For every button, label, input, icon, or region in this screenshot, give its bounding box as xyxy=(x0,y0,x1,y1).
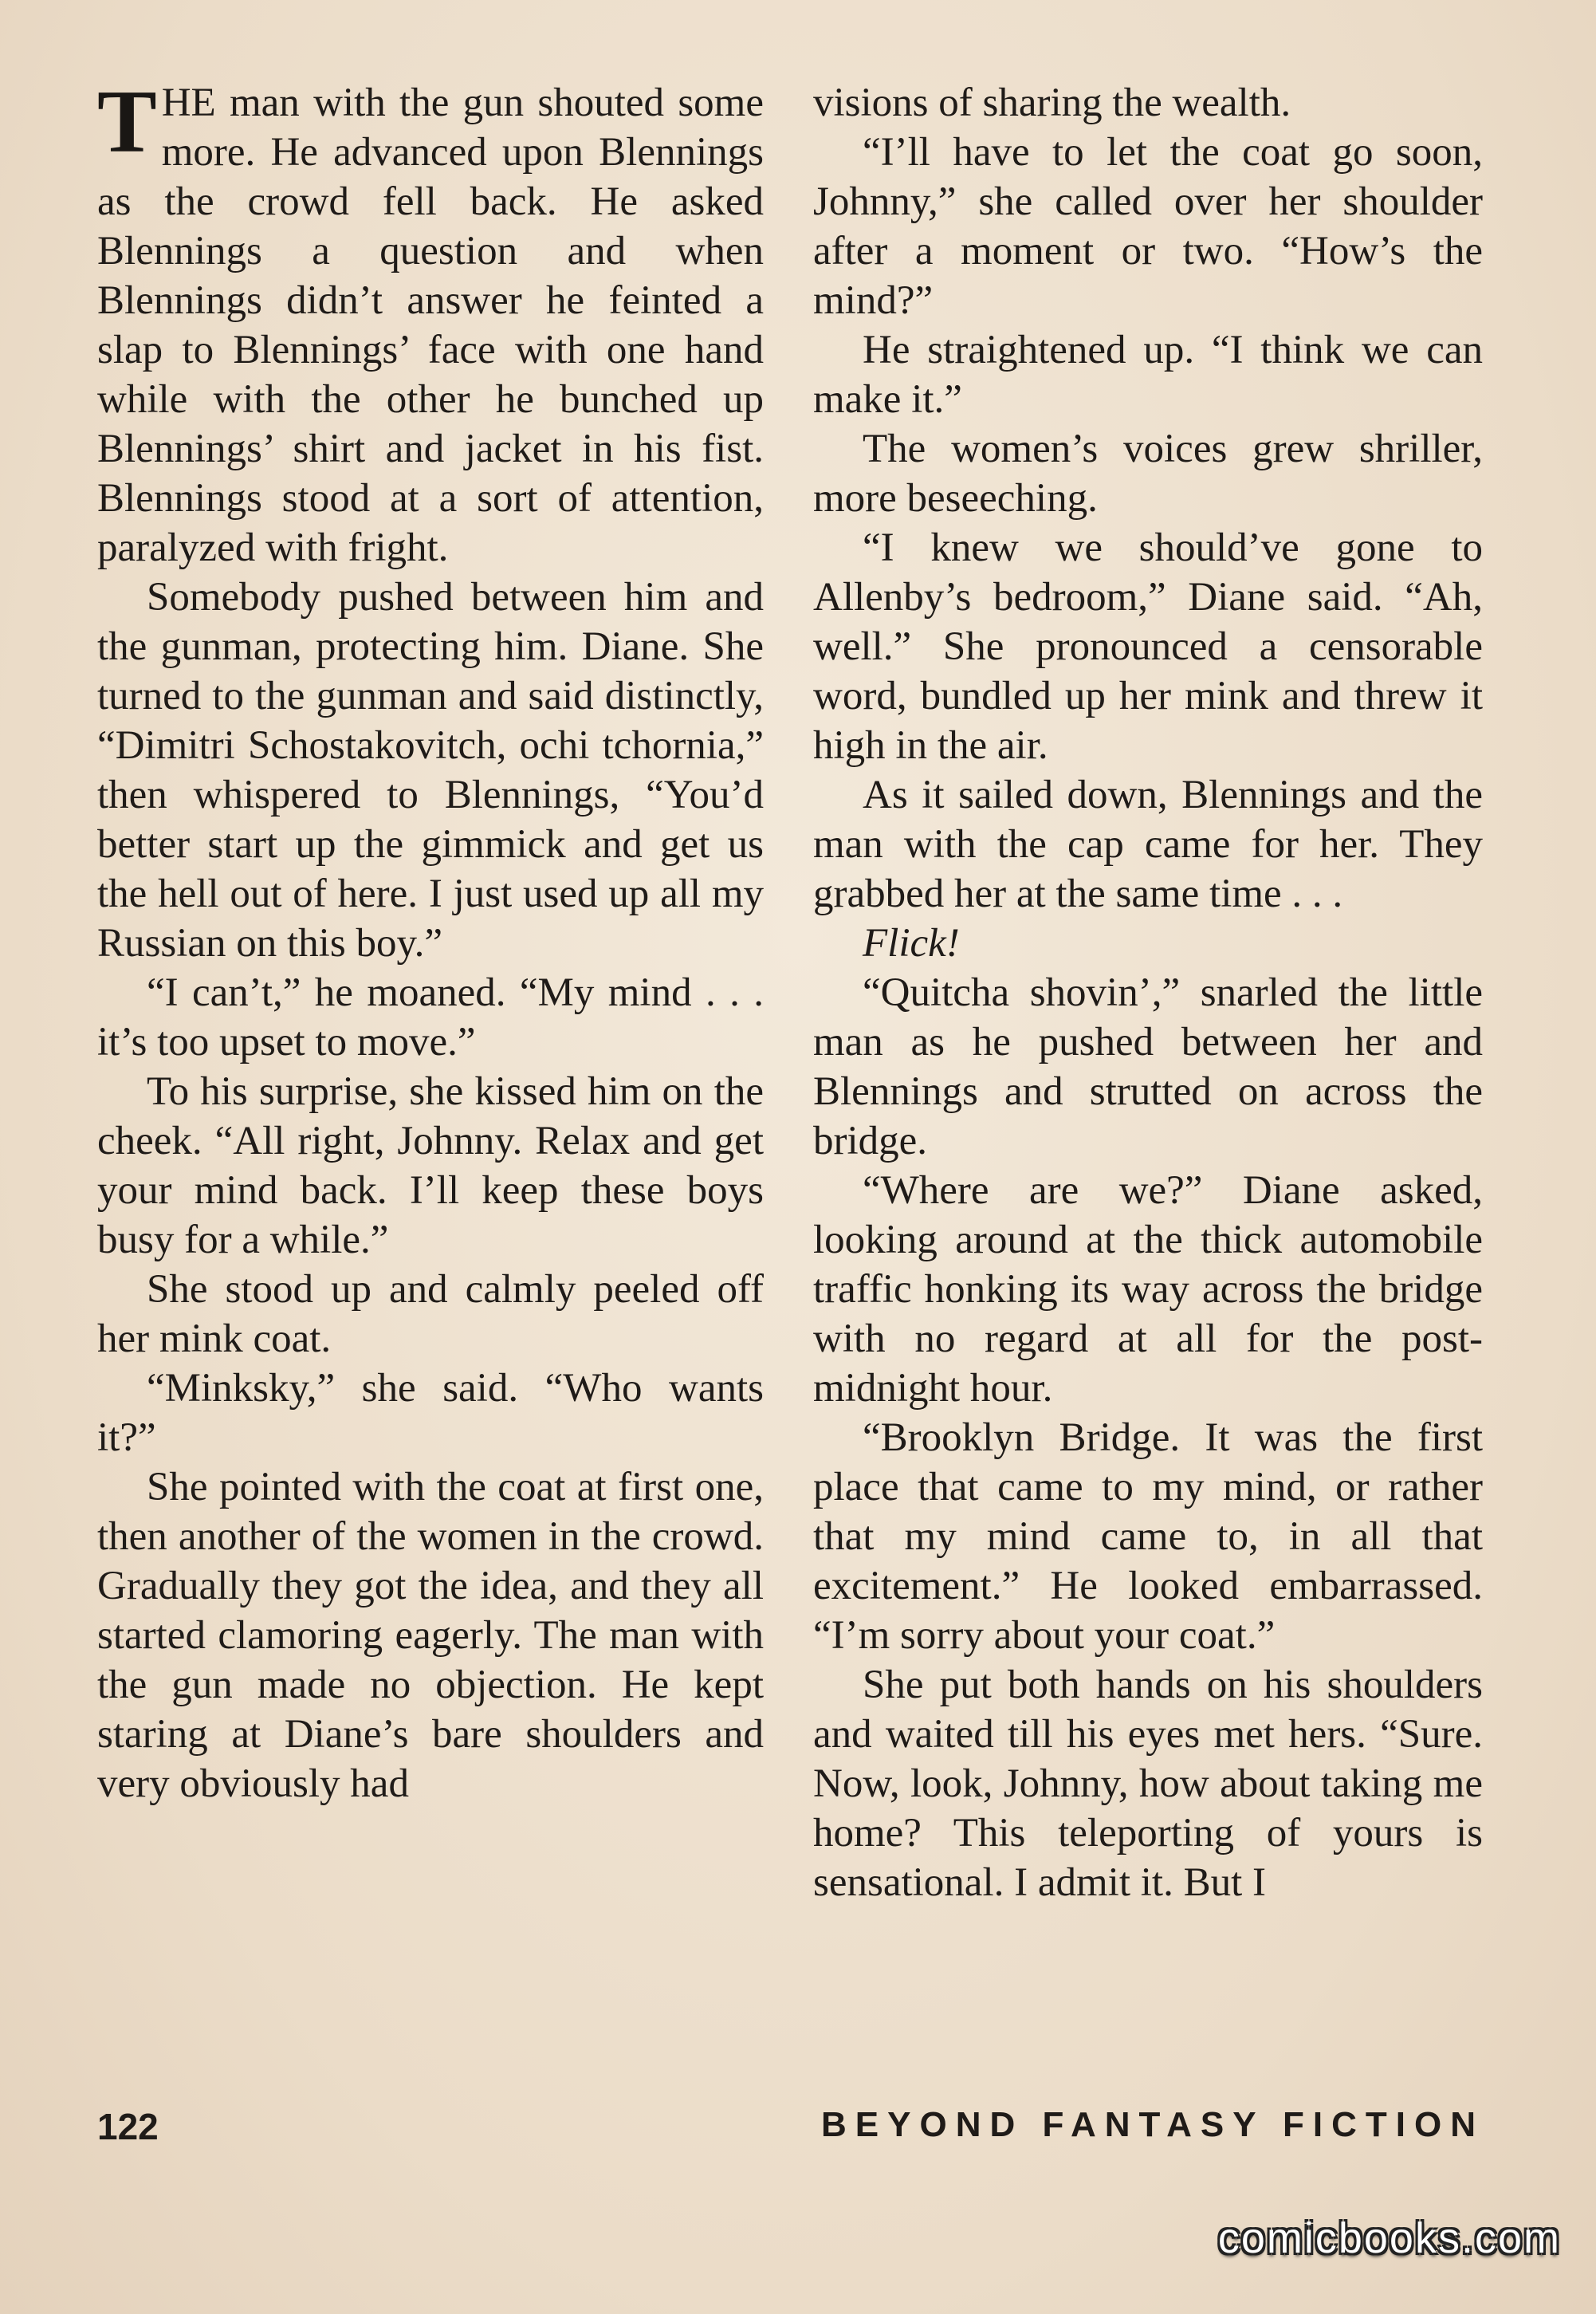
paragraph: “Quitcha shovin’,” snarled the little man as he pushed between her and Blennings and strutted on across the bridge. xyxy=(813,970,1483,1163)
paragraph: She pointed with the coat at first one, then another of the women in the crowd. Gradually they got the idea, and they all started clamoring eagerly. The man with the gun made no objection. He kept staring at Diane’s bare shoulders and very obviously had xyxy=(97,1465,764,1806)
paragraph: “Brooklyn Bridge. It was the first place that came to my mind, or rather that my mind came to, in all that excitement.” He looked embarrassed. “I’m sorry about your coat.” xyxy=(813,1415,1483,1658)
paragraph: To his surprise, she kissed him on the cheek. “All right, Johnny. Relax and get your mind back. I’ll keep these boys busy for a while.” xyxy=(97,1069,764,1262)
left-column xyxy=(97,73,764,1808)
paragraph: “Where are we?” Diane asked, looking around at the thick automobile traffic honking its way across the bridge with no regard at all for the post-midnight hour. xyxy=(813,1168,1483,1411)
paragraph-opening: THE man with the gun shouted some more. He advanced upon Blennings as the crowd fell back. He asked Blennings a question and when Blennings didn’t answer he feinted a slap to Blennings’ face with one hand while with the other he bunched up Blennings’ shirt and jacket in his fist. Blennings stood at a sort of attention, paralyzed with fright. xyxy=(97,73,764,570)
paragraph: The women’s voices grew shriller, more beseeching. xyxy=(813,427,1483,521)
paragraph: She stood up and calmly peeled off her mink coat. xyxy=(97,1267,764,1361)
paragraph-continued: visions of sharing the wealth. xyxy=(813,81,1291,125)
paragraph: He straightened up. “I think we can make it.” xyxy=(813,328,1483,422)
paragraph: “I knew we should’ve gone to Allenby’s bedroom,” Diane said. “Ah, well.” She pronounced a censorable word, bundled up her mink and threw it high in the air. xyxy=(813,525,1483,768)
paragraph: Somebody pushed between him and the gunman, protecting him. Diane. She turned to the gunman and said distinctly, “Dimitri Schostakovitch, ochi tchornia,” then whispered to Blennings, “You’d better start up the gimmick and get us the hell out of here. I just used up all my Russian on this boy.” xyxy=(97,575,764,966)
paragraph-flick: Flick! xyxy=(863,921,960,966)
right-column xyxy=(813,78,1483,1907)
page-number: 122 xyxy=(97,2106,159,2147)
paragraph: “Minksky,” she said. “Who wants it?” xyxy=(97,1366,764,1460)
paragraph: “I can’t,” he moaned. “My mind . . . it’s too upset to move.” xyxy=(97,970,764,1065)
paragraph: As it sailed down, Blennings and the man with the cap came for her. They grabbed her at the same time . . . xyxy=(813,773,1483,916)
paragraph: “I’ll have to let the coat go soon, Johnny,” she called over her shoulder after a moment or two. “How’s the mind?” xyxy=(813,130,1483,323)
running-head: BEYOND FANTASY FICTION xyxy=(821,2105,1484,2144)
drop-cap: T xyxy=(97,73,157,171)
watermark-logo: comicbooks.com xyxy=(1217,2214,1561,2262)
page-footer xyxy=(97,2105,1484,2161)
paragraph: She put both hands on his shoulders and waited till his eyes met hers. “Sure. Now, look, Johnny, how about taking me home? This teleporting of yours is sensational. I admit it. But I xyxy=(813,1663,1483,1905)
